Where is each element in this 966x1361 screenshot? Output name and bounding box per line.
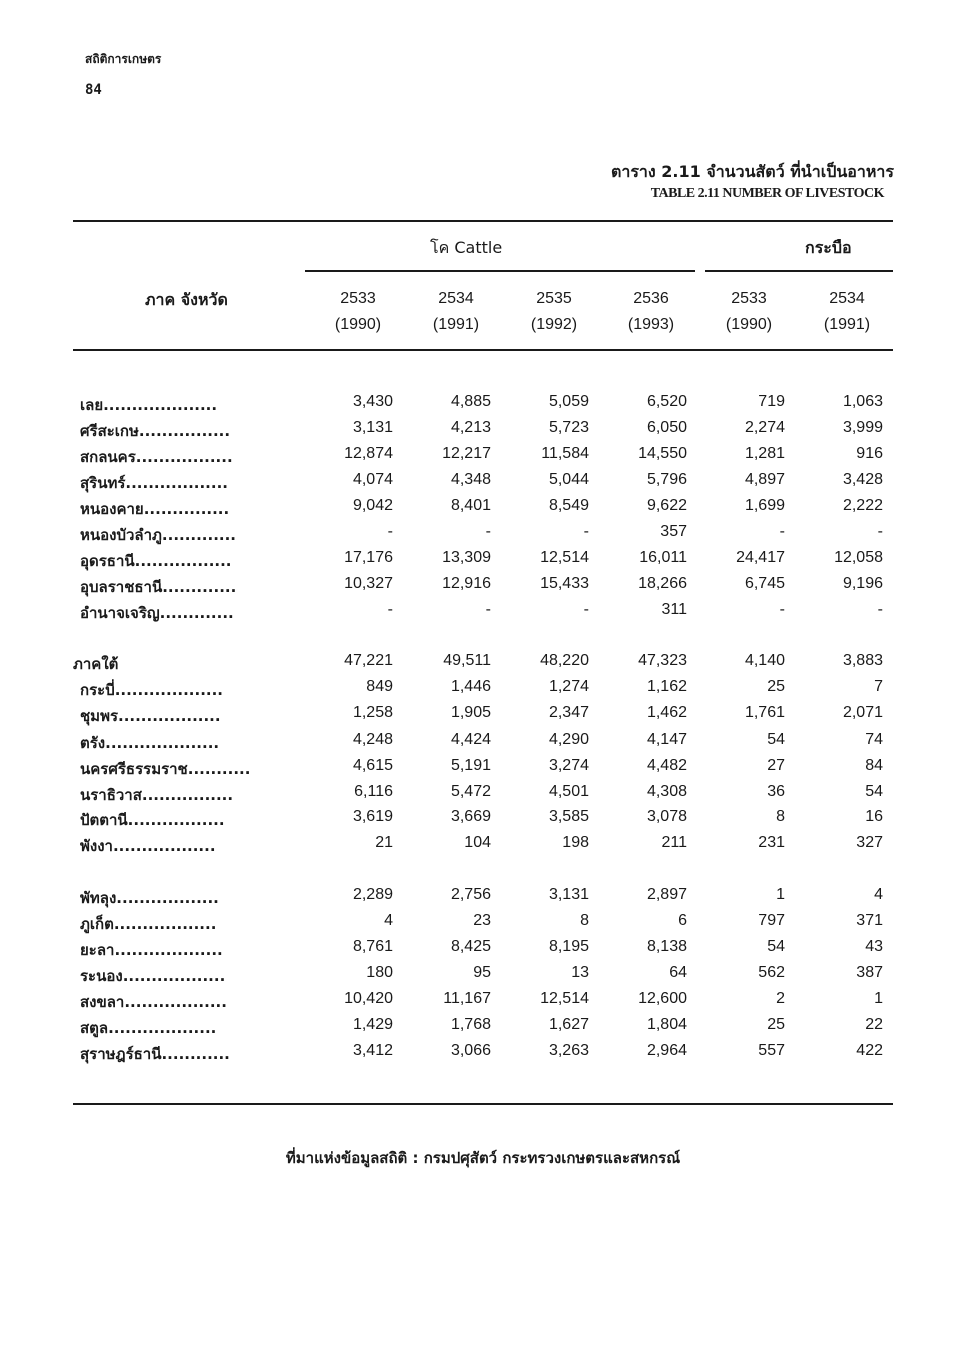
province-label: ภูเก็ต.................. xyxy=(80,915,217,933)
table-cell: 54 xyxy=(865,783,883,800)
table-title-thai: ตาราง 2.11 จำนวนสัตว์ ที่นำเป็นอาหาร xyxy=(610,162,894,181)
year-buddhist: 2534 xyxy=(829,290,865,307)
table-cell: 54 xyxy=(767,938,785,955)
table-cell: 2 xyxy=(776,990,785,1007)
table-cell: 211 xyxy=(661,834,687,851)
table-cell: 311 xyxy=(661,601,687,618)
table-cell: 16 xyxy=(865,808,883,825)
table-cell: 9,622 xyxy=(646,497,687,514)
table-cell: 8 xyxy=(776,808,785,825)
table-cell: 14,550 xyxy=(638,445,687,462)
table-cell: 5,472 xyxy=(450,783,491,800)
table-cell: 12,600 xyxy=(638,990,687,1007)
table-cell: 54 xyxy=(767,731,785,748)
table-cell: - xyxy=(877,523,883,540)
top-rule xyxy=(73,220,893,222)
year-gregorian: (1992) xyxy=(530,316,578,333)
table-cell: 4,501 xyxy=(548,783,589,800)
table-cell: 6,116 xyxy=(354,783,393,800)
table-cell: 1,627 xyxy=(548,1016,589,1033)
table-cell: 422 xyxy=(856,1042,883,1059)
table-cell: 49,511 xyxy=(443,652,491,669)
table-cell: 327 xyxy=(856,834,883,851)
year-gregorian: (1993) xyxy=(627,316,675,333)
year-header xyxy=(611,286,691,338)
year-header xyxy=(807,286,887,338)
table-cell: 8,425 xyxy=(450,938,491,955)
table-cell: 719 xyxy=(758,393,785,410)
table-cell: - xyxy=(779,523,785,540)
province-label: ชุมพร.................. xyxy=(80,707,221,725)
table-cell: 3,619 xyxy=(352,808,393,825)
buffalo-subrule xyxy=(705,270,893,272)
table-cell: 3,999 xyxy=(842,419,883,436)
province-label: ระนอง.................. xyxy=(80,967,226,985)
table-cell: 4,308 xyxy=(646,783,687,800)
table-cell: 12,874 xyxy=(344,445,393,462)
table-cell: 5,059 xyxy=(548,393,589,410)
table-cell: 4,213 xyxy=(450,419,491,436)
table-cell: 48,220 xyxy=(540,652,589,669)
table-cell: 7 xyxy=(874,678,883,695)
table-cell: 5,723 xyxy=(548,419,589,436)
table-cell: 3,412 xyxy=(352,1042,393,1059)
province-label: สงขลา.................. xyxy=(80,993,227,1011)
table-cell: - xyxy=(387,523,393,540)
province-label: สกลนคร................. xyxy=(80,448,233,466)
page-header-small: สถิติการเกษตร xyxy=(85,52,162,66)
table-cell: 916 xyxy=(856,445,883,462)
table-cell: 24,417 xyxy=(736,549,785,566)
table-cell: 3,669 xyxy=(450,808,491,825)
table-cell: 21 xyxy=(375,834,393,851)
table-cell: 4 xyxy=(874,886,883,903)
year-buddhist: 2535 xyxy=(536,290,572,307)
table-cell: 1,274 xyxy=(548,678,589,695)
table-cell: - xyxy=(877,601,883,618)
year-header xyxy=(416,286,496,338)
table-cell: 1 xyxy=(874,990,883,1007)
year-header xyxy=(514,286,594,338)
table-cell: 2,289 xyxy=(352,886,393,903)
table-cell: - xyxy=(485,523,491,540)
year-buddhist: 2534 xyxy=(438,290,474,307)
table-cell: 2,071 xyxy=(842,704,883,721)
table-cell: 4,140 xyxy=(744,652,785,669)
table-cell: 4,424 xyxy=(450,731,491,748)
table-cell: 4,147 xyxy=(646,731,687,748)
province-label: อุบลราชธานี............. xyxy=(80,578,237,596)
province-label: อำนาจเจริญ............. xyxy=(80,604,234,622)
table-cell: 6,520 xyxy=(646,393,687,410)
row-header: ภาค จังหวัด xyxy=(145,290,228,309)
table-cell: 1,429 xyxy=(352,1016,393,1033)
table-cell: 231 xyxy=(758,834,785,851)
table-cell: 3,274 xyxy=(548,757,589,774)
table-cell: 10,327 xyxy=(344,575,393,592)
table-cell: 104 xyxy=(464,834,491,851)
table-cell: 12,217 xyxy=(442,445,491,462)
year-gregorian: (1991) xyxy=(823,316,871,333)
table-cell: 5,044 xyxy=(548,471,589,488)
table-cell: 4,290 xyxy=(548,731,589,748)
table-cell: 2,347 xyxy=(548,704,589,721)
table-cell: 4,248 xyxy=(352,731,393,748)
province-label: ยะลา................... xyxy=(80,941,223,959)
table-cell: 1,462 xyxy=(646,704,687,721)
table-cell: 1,281 xyxy=(744,445,785,462)
cattle-group-header: โค Cattle xyxy=(430,238,503,257)
table-cell: 1,446 xyxy=(450,678,491,695)
table-cell: 357 xyxy=(660,523,687,540)
table-cell: 2,964 xyxy=(646,1042,687,1059)
province-label: ตรัง.................... xyxy=(80,734,220,752)
year-gregorian: (1991) xyxy=(432,316,480,333)
table-cell: 1,804 xyxy=(646,1016,687,1033)
table-cell: 43 xyxy=(865,938,883,955)
table-cell: - xyxy=(779,601,785,618)
table-cell: - xyxy=(583,523,589,540)
table-cell: - xyxy=(387,601,393,618)
table-cell: 4,615 xyxy=(352,757,393,774)
page-number: 84 xyxy=(85,82,102,98)
table-cell: 12,514 xyxy=(540,990,589,1007)
province-label: กระบี่................... xyxy=(80,681,223,699)
table-cell: 8,549 xyxy=(548,497,589,514)
table-cell: 371 xyxy=(856,912,883,929)
table-cell: 12,058 xyxy=(834,549,883,566)
province-label: หนองคาย............... xyxy=(80,500,230,518)
table-cell: 2,897 xyxy=(646,886,687,903)
table-cell: 1,258 xyxy=(352,704,393,721)
table-cell: 4,348 xyxy=(450,471,491,488)
table-cell: 1,162 xyxy=(646,678,687,695)
table-cell: 4,482 xyxy=(646,757,687,774)
table-cell: 3,430 xyxy=(352,393,393,410)
table-cell: 3,131 xyxy=(548,886,589,903)
table-cell: 3,428 xyxy=(842,471,883,488)
table-cell: 84 xyxy=(865,757,883,774)
table-cell: 180 xyxy=(366,964,393,981)
province-label: สตูล................... xyxy=(80,1019,217,1037)
table-cell: - xyxy=(583,601,589,618)
table-cell: 25 xyxy=(767,678,785,695)
table-cell: 16,011 xyxy=(639,549,687,566)
province-label: พัทลุง.................. xyxy=(80,889,219,907)
table-cell: 9,042 xyxy=(352,497,393,514)
buffalo-group-header: กระบือ xyxy=(805,238,852,257)
table-cell: 47,221 xyxy=(344,652,393,669)
table-cell: 5,796 xyxy=(646,471,687,488)
table-cell: 10,420 xyxy=(344,990,393,1007)
table-cell: 387 xyxy=(856,964,883,981)
cattle-subrule xyxy=(305,270,695,272)
source-note: ที่มาแห่งข้อมูลสถิติ : กรมปศุสัตว์ กระทรวงเกษตรและสหกรณ์ xyxy=(285,1149,681,1167)
table-cell: 4,074 xyxy=(352,471,393,488)
table-cell: 3,585 xyxy=(548,808,589,825)
table-cell: 4,897 xyxy=(744,471,785,488)
table-cell: 1 xyxy=(776,886,785,903)
table-cell: 1,699 xyxy=(744,497,785,514)
year-gregorian: (1990) xyxy=(334,316,382,333)
table-cell: 8 xyxy=(580,912,589,929)
table-cell: 6,050 xyxy=(646,419,687,436)
province-label: พังงา.................. xyxy=(80,837,216,855)
table-cell: 12,916 xyxy=(442,575,491,592)
table-cell: 25 xyxy=(767,1016,785,1033)
table-cell: 3,883 xyxy=(842,652,883,669)
table-cell: 9,196 xyxy=(842,575,883,592)
table-cell: 797 xyxy=(758,912,785,929)
table-cell: 11,584 xyxy=(541,445,589,462)
province-label: สุราษฎร์ธานี............ xyxy=(80,1045,230,1063)
table-cell: 2,274 xyxy=(744,419,785,436)
table-cell: 3,263 xyxy=(548,1042,589,1059)
table-cell: 2,756 xyxy=(450,886,491,903)
province-label: ศรีสะเกษ................ xyxy=(80,422,231,440)
table-cell: 4,885 xyxy=(450,393,491,410)
table-cell: 47,323 xyxy=(638,652,687,669)
year-header xyxy=(709,286,789,338)
header-bottom-rule xyxy=(73,349,893,351)
table-cell: 22 xyxy=(865,1016,883,1033)
table-cell: 6 xyxy=(678,912,687,929)
table-cell: 15,433 xyxy=(540,575,589,592)
table-cell: 3,078 xyxy=(646,808,687,825)
table-cell: 8,761 xyxy=(352,938,393,955)
table-cell: 64 xyxy=(669,964,687,981)
table-cell: 11,167 xyxy=(443,990,491,1007)
table-cell: 3,066 xyxy=(450,1042,491,1059)
bottom-rule xyxy=(73,1103,893,1105)
province-label: นครศรีธรรมราช........... xyxy=(80,760,251,778)
table-cell: 8,138 xyxy=(646,938,687,955)
table-cell: 95 xyxy=(473,964,491,981)
table-cell: 1,768 xyxy=(450,1016,491,1033)
table-cell: 198 xyxy=(562,834,589,851)
table-cell: 6,745 xyxy=(744,575,785,592)
table-cell: 4 xyxy=(384,912,393,929)
table-cell: 18,266 xyxy=(638,575,687,592)
year-buddhist: 2533 xyxy=(340,290,376,307)
province-label: เลย.................... xyxy=(80,396,218,414)
year-buddhist: 2533 xyxy=(731,290,767,307)
table-cell: 849 xyxy=(366,678,393,695)
province-label: หนองบัวลำภู............. xyxy=(80,526,236,544)
table-cell: 1,905 xyxy=(450,704,491,721)
table-cell: 36 xyxy=(767,783,785,800)
table-cell: - xyxy=(485,601,491,618)
province-label: อุดรธานี................. xyxy=(80,552,232,570)
year-gregorian: (1990) xyxy=(725,316,773,333)
province-label: สุรินทร์.................. xyxy=(80,474,228,492)
table-cell: 1,761 xyxy=(744,704,785,721)
table-cell: 1,063 xyxy=(842,393,883,410)
table-cell: 23 xyxy=(473,912,491,929)
table-cell: 2,222 xyxy=(842,497,883,514)
table-cell: 17,176 xyxy=(344,549,393,566)
table-cell: 13,309 xyxy=(442,549,491,566)
table-cell: 12,514 xyxy=(540,549,589,566)
table-cell: 5,191 xyxy=(450,757,491,774)
table-cell: 562 xyxy=(758,964,785,981)
province-label: ปัตตานี................. xyxy=(80,811,225,829)
year-buddhist: 2536 xyxy=(633,290,669,307)
table-cell: 27 xyxy=(767,757,785,774)
province-label: นราธิวาส................ xyxy=(80,786,234,804)
table-cell: 8,195 xyxy=(548,938,589,955)
table-cell: 74 xyxy=(865,731,883,748)
table-cell: 557 xyxy=(758,1042,785,1059)
table-cell: 8,401 xyxy=(450,497,491,514)
region-label: ภาคใต้ xyxy=(73,655,119,673)
table-cell: 13 xyxy=(571,964,589,981)
year-header xyxy=(318,286,398,338)
table-cell: 3,131 xyxy=(352,419,393,436)
table-title-english: TABLE 2.11 NUMBER OF LIVESTOCK xyxy=(650,186,884,201)
